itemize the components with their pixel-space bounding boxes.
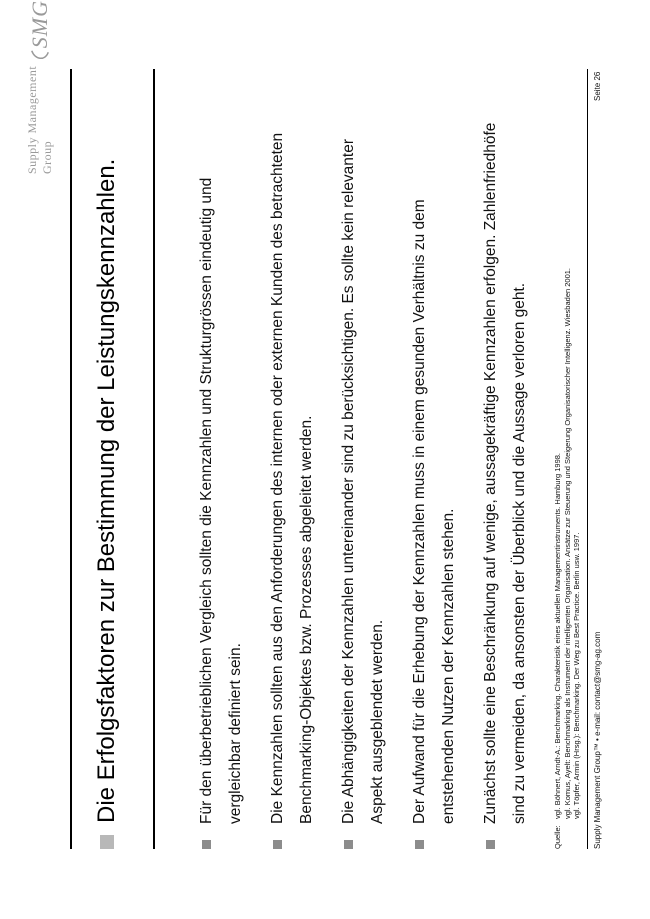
bullet-item [476,119,534,849]
source-item: vgl. Böhnert, Arndt-A.: Benchmarking. Charakteristik eines aktuellen Managementinstruments. Hamburg 1998. [553,452,562,819]
source-item: vgl. Töpfer, Armin (Hrsg.): Benchmarking. Der Weg zu Best Practice. Berlin usw. 1997. [572,532,581,819]
footer-divider [587,69,588,849]
source-item: vgl. Komus, Ayelt: Benchmarking als Instrument der intelligenten Organisation. Ansätze zur Steuerung und Steigerung Organisatorischer Intelligenz. Wiesbaden 2001. [562,267,572,819]
bullet-text: Für den überbetrieblichen Vergleich sollten die Kennzahlen und Strukturgrössen eindeutig und vergleichbar definiert sein. [198,177,244,824]
company-logo [20,0,60,174]
top-divider [70,69,72,849]
bullet-square-icon [273,840,282,849]
bullet-item [263,119,321,849]
bullet-item [192,119,250,849]
bullet-square-icon [202,840,211,849]
logo-text: Supply Management Group [25,65,54,174]
bullet-item [405,119,463,849]
bullet-list [192,119,547,849]
sources-list [553,268,582,819]
page-number: Seite 26 [593,71,602,101]
bullet-text: Die Kennzahlen sollten aus den Anforderungen des internen oder externen Kunden des betrachteten Benchmarking-Objektes bzw. Prozesses abgeleitet werden. [269,132,315,824]
bullet-square-icon [415,840,424,849]
footer-contact: Supply Management Group™ • e-mail: contact@smg-ag.com [593,631,602,849]
bullet-item [334,119,392,849]
sources-block [553,268,582,849]
page-title: Die Erfolgsfaktoren zur Bestimmung der Leistungskennzahlen. [93,158,120,823]
logo-mark: SMG [27,0,52,49]
bullet-text: Die Abhängigkeiten der Kennzahlen untereinander sind zu berücksichtigen. Es sollte kein relevanter Aspekt ausgeblendet werden. [340,138,386,824]
bullet-text: Zunächst sollte eine Beschränkung auf wenige, aussagekräftige Kennzahlen erfolgen. Zahlenfriedhöfe sind zu vermeiden, da ansonsten der Überblick und die Aussage verloren geht. [482,122,528,824]
bullet-square-icon [486,840,495,849]
bullet-text: Der Aufwand für die Erhebung der Kennzahlen muss in einem gesunden Verhältnis zu dem entstehenden Nutzen der Kennzahlen stehen. [411,199,457,824]
title-row [93,159,121,849]
bullet-square-icon [344,840,353,849]
title-square-icon [100,835,114,849]
sources-label: Quelle: [553,825,562,849]
title-divider [153,69,155,849]
logo-swoosh-icon [27,48,53,61]
